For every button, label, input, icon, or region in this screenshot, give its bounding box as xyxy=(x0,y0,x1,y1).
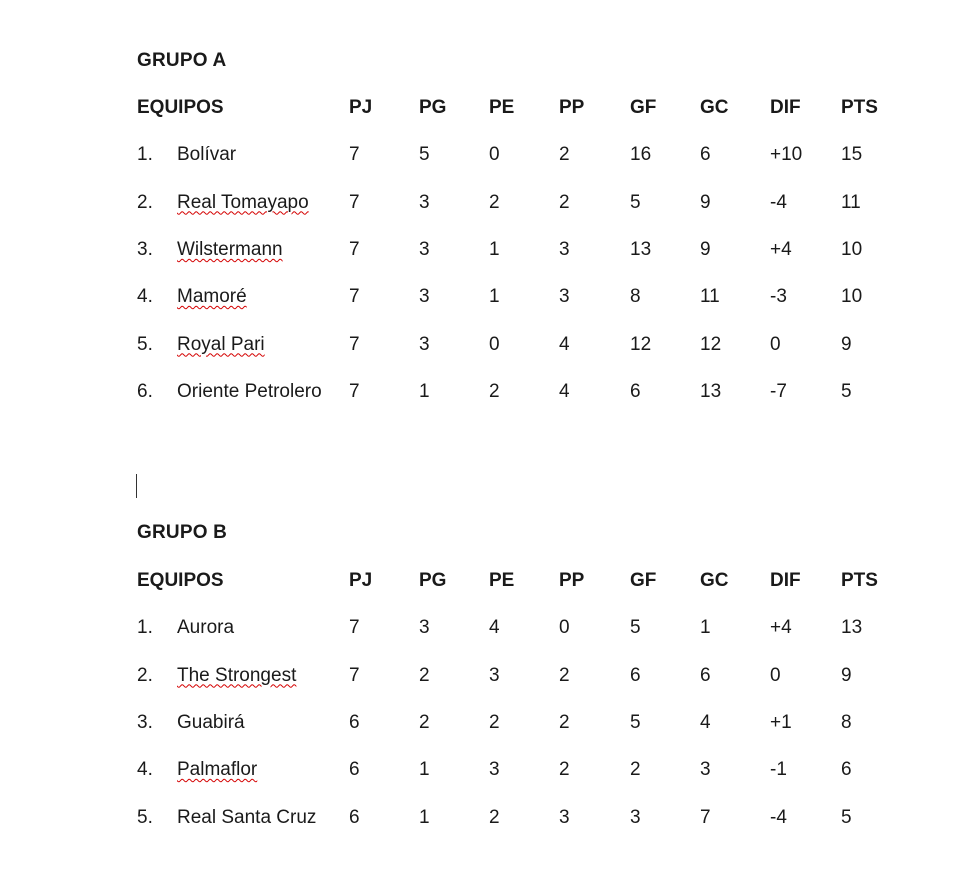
row-pp: 3 xyxy=(559,238,570,260)
row-pp: 2 xyxy=(559,664,570,686)
row-dif: -4 xyxy=(770,191,787,213)
row-pj: 7 xyxy=(349,144,360,166)
row-team: Real Santa Cruz xyxy=(177,806,317,828)
row-pe: 1 xyxy=(489,238,500,260)
table-header xyxy=(0,97,980,127)
row-team: Palmaflor xyxy=(177,759,258,781)
header-pj: PJ xyxy=(349,570,373,591)
row-gc: 7 xyxy=(700,806,711,828)
row-rank: 2. xyxy=(137,191,153,213)
row-gc: 9 xyxy=(700,238,711,260)
table-row xyxy=(0,665,980,695)
row-pe: 4 xyxy=(489,617,500,639)
header-equipos: EQUIPOS xyxy=(137,570,224,591)
row-pj: 6 xyxy=(349,806,360,828)
row-rank: 4. xyxy=(137,759,153,781)
row-pp: 2 xyxy=(559,711,570,733)
row-pe: 2 xyxy=(489,711,500,733)
row-gc: 1 xyxy=(700,617,711,639)
row-pp: 2 xyxy=(559,144,570,166)
table-row xyxy=(0,286,980,316)
header-dif: DIF xyxy=(770,97,801,118)
row-team: The Strongest xyxy=(177,664,297,686)
row-pe: 1 xyxy=(489,286,500,308)
row-pp: 3 xyxy=(559,286,570,308)
row-gc: 13 xyxy=(700,380,722,402)
row-rank: 2. xyxy=(137,664,153,686)
table-row xyxy=(0,759,980,789)
row-pp: 4 xyxy=(559,380,570,402)
row-gf: 13 xyxy=(630,238,652,260)
row-dif: +4 xyxy=(770,238,792,260)
row-team: Wilstermann xyxy=(177,238,283,260)
row-pg: 3 xyxy=(419,191,430,213)
row-gf: 5 xyxy=(630,617,641,639)
row-gf: 5 xyxy=(630,711,641,733)
row-dif: +10 xyxy=(770,144,803,166)
row-rank: 4. xyxy=(137,286,153,308)
row-pg: 3 xyxy=(419,617,430,639)
table-row xyxy=(0,239,980,269)
row-pts: 8 xyxy=(841,711,852,733)
header-pe: PE xyxy=(489,570,515,591)
row-gf: 3 xyxy=(630,806,641,828)
row-team: Mamoré xyxy=(177,286,247,308)
row-pj: 7 xyxy=(349,238,360,260)
header-pe: PE xyxy=(489,97,515,118)
table-header xyxy=(0,570,980,600)
row-rank: 5. xyxy=(137,806,153,828)
table-row xyxy=(0,712,980,742)
row-pts: 5 xyxy=(841,806,852,828)
row-pp: 3 xyxy=(559,806,570,828)
table-row xyxy=(0,144,980,174)
row-pj: 7 xyxy=(349,333,360,355)
row-pe: 3 xyxy=(489,664,500,686)
row-pg: 3 xyxy=(419,286,430,308)
header-gf: GF xyxy=(630,97,657,118)
row-pe: 2 xyxy=(489,191,500,213)
row-pg: 2 xyxy=(419,711,430,733)
header-gf: GF xyxy=(630,570,657,591)
row-pg: 1 xyxy=(419,806,430,828)
row-pe: 3 xyxy=(489,759,500,781)
row-rank: 3. xyxy=(137,238,153,260)
row-pe: 2 xyxy=(489,806,500,828)
header-pts: PTS xyxy=(841,570,878,591)
row-gc: 11 xyxy=(700,286,720,308)
row-pp: 2 xyxy=(559,759,570,781)
row-pp: 4 xyxy=(559,333,570,355)
row-pts: 15 xyxy=(841,144,863,166)
row-pj: 6 xyxy=(349,759,360,781)
row-pg: 1 xyxy=(419,380,430,402)
row-gf: 16 xyxy=(630,144,652,166)
table-row xyxy=(0,617,980,647)
row-gf: 6 xyxy=(630,380,641,402)
table-row xyxy=(0,334,980,364)
row-pj: 7 xyxy=(349,191,360,213)
row-pg: 3 xyxy=(419,333,430,355)
row-gf: 5 xyxy=(630,191,641,213)
row-pp: 2 xyxy=(559,191,570,213)
row-pts: 9 xyxy=(841,333,852,355)
row-gf: 2 xyxy=(630,759,641,781)
row-pj: 7 xyxy=(349,617,360,639)
row-dif: 0 xyxy=(770,333,781,355)
row-team: Guabirá xyxy=(177,711,245,733)
row-dif: -4 xyxy=(770,806,787,828)
row-rank: 5. xyxy=(137,333,153,355)
table-row xyxy=(0,381,980,411)
row-pts: 6 xyxy=(841,759,852,781)
row-gf: 8 xyxy=(630,286,641,308)
row-pg: 2 xyxy=(419,664,430,686)
row-rank: 3. xyxy=(137,711,153,733)
table-row xyxy=(0,192,980,222)
header-pg: PG xyxy=(419,570,447,591)
header-equipos: EQUIPOS xyxy=(137,97,224,118)
row-pg: 5 xyxy=(419,144,430,166)
row-pg: 1 xyxy=(419,759,430,781)
group-b-title: GRUPO B xyxy=(137,522,228,543)
row-rank: 6. xyxy=(137,380,153,402)
header-pg: PG xyxy=(419,97,447,118)
row-pg: 3 xyxy=(419,238,430,260)
row-dif: +4 xyxy=(770,617,792,639)
header-pp: PP xyxy=(559,97,585,118)
row-team: Bolívar xyxy=(177,144,237,166)
row-dif: 0 xyxy=(770,664,781,686)
row-gf: 6 xyxy=(630,664,641,686)
row-team: Real Tomayapo xyxy=(177,191,309,213)
row-gc: 9 xyxy=(700,191,711,213)
row-pe: 2 xyxy=(489,380,500,402)
row-gc: 3 xyxy=(700,759,711,781)
row-gc: 12 xyxy=(700,333,722,355)
row-team: Aurora xyxy=(177,617,235,639)
header-pts: PTS xyxy=(841,97,878,118)
row-team: Royal Pari xyxy=(177,333,265,355)
group-a-title: GRUPO A xyxy=(137,50,227,71)
header-gc: GC xyxy=(700,97,729,118)
row-pe: 0 xyxy=(489,144,500,166)
row-gc: 4 xyxy=(700,711,711,733)
row-pts: 10 xyxy=(841,286,863,308)
table-row xyxy=(0,807,980,837)
row-pj: 7 xyxy=(349,286,360,308)
row-gf: 12 xyxy=(630,333,652,355)
text-cursor xyxy=(136,474,137,498)
row-dif: -3 xyxy=(770,286,787,308)
row-dif: -1 xyxy=(770,759,787,781)
row-pj: 6 xyxy=(349,711,360,733)
header-gc: GC xyxy=(700,570,729,591)
row-pp: 0 xyxy=(559,617,570,639)
row-team: Oriente Petrolero xyxy=(177,380,322,402)
row-pe: 0 xyxy=(489,333,500,355)
row-pts: 5 xyxy=(841,380,852,402)
row-rank: 1. xyxy=(137,144,153,166)
row-pts: 11 xyxy=(841,191,861,213)
row-pj: 7 xyxy=(349,664,360,686)
row-pts: 13 xyxy=(841,617,863,639)
row-dif: +1 xyxy=(770,711,792,733)
header-pj: PJ xyxy=(349,97,373,118)
row-gc: 6 xyxy=(700,144,711,166)
header-pp: PP xyxy=(559,570,585,591)
row-dif: -7 xyxy=(770,380,787,402)
row-pts: 10 xyxy=(841,238,863,260)
row-gc: 6 xyxy=(700,664,711,686)
row-pj: 7 xyxy=(349,380,360,402)
row-pts: 9 xyxy=(841,664,852,686)
row-rank: 1. xyxy=(137,617,153,639)
header-dif: DIF xyxy=(770,570,801,591)
